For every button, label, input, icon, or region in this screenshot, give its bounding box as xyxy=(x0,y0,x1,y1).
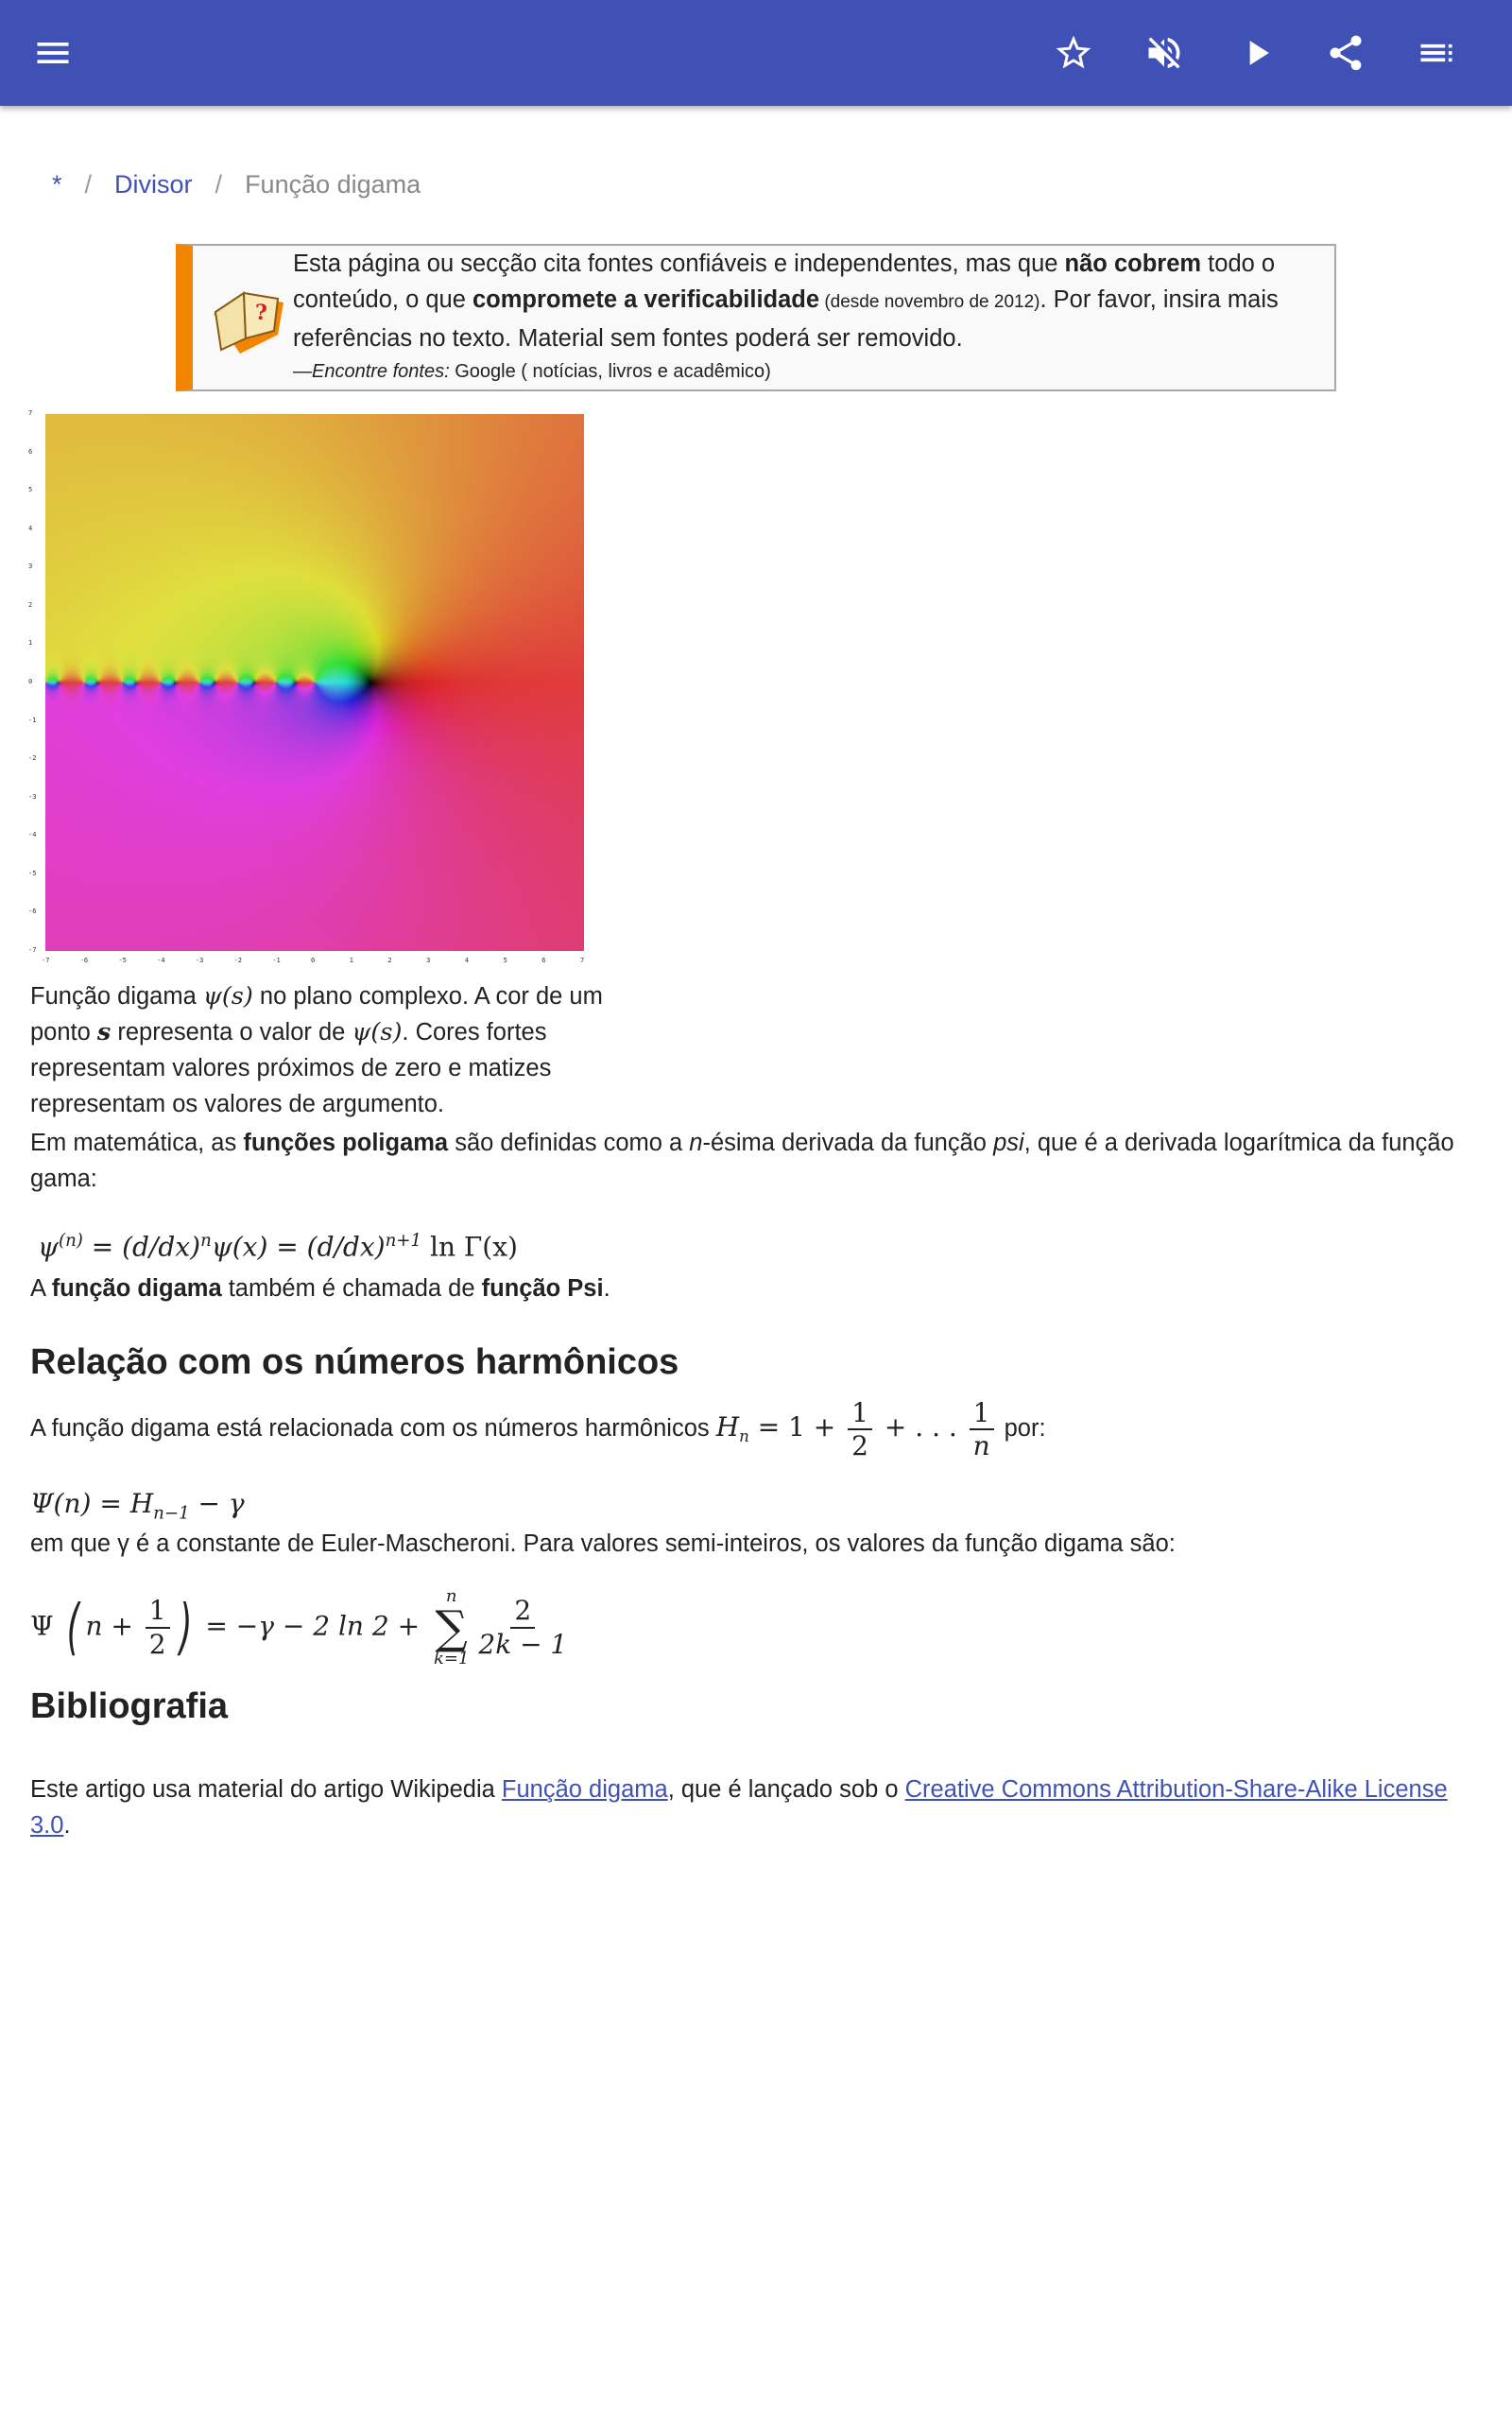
caption-text: Função digama xyxy=(30,983,203,1010)
y-tick-label: 0 xyxy=(28,678,33,685)
breadcrumb xyxy=(52,170,421,199)
summation xyxy=(434,1588,469,1668)
intro-paragraph xyxy=(30,1125,1486,1197)
math: ψ xyxy=(38,1231,59,1263)
x-tick-label: -1 xyxy=(272,957,281,964)
book-question-icon xyxy=(208,282,289,357)
figure-caption xyxy=(30,978,616,1122)
x-tick-label: -3 xyxy=(195,957,204,964)
numerator: 1 xyxy=(146,1595,170,1629)
y-tick-label: -5 xyxy=(28,869,37,877)
numerator: 2 xyxy=(510,1595,535,1629)
sum-lower: k=1 xyxy=(433,1649,470,1668)
italic-term: psi xyxy=(993,1130,1024,1156)
notice-text xyxy=(293,246,1332,387)
math: Ψ xyxy=(30,1610,54,1642)
breadcrumb-separator: / xyxy=(84,170,93,199)
caption-text: representa o valor de xyxy=(111,1019,352,1046)
text: . xyxy=(603,1275,610,1302)
notice-bold: não cobrem xyxy=(1064,251,1202,277)
x-tick-label: -6 xyxy=(79,957,89,964)
svg-text:?: ? xyxy=(255,301,267,325)
notice-text-part: . Por favor, insira mais referências no texto. Material sem fontes poderá ser removido. xyxy=(293,286,1279,352)
numerator: 1 xyxy=(848,1397,872,1431)
x-tick-label: 5 xyxy=(503,957,507,964)
x-tick-label: -2 xyxy=(233,957,242,964)
app-bar xyxy=(0,0,1512,106)
dash: — xyxy=(293,361,312,382)
notice-text-part: Esta página ou secção cita fontes confiáveis e independentes, mas que xyxy=(293,251,1065,277)
fraction xyxy=(848,1397,872,1462)
math: n + xyxy=(85,1610,142,1642)
math: Ψ(n) = H xyxy=(30,1488,154,1519)
breadcrumb-current: Função digama xyxy=(245,170,421,199)
paren: ( xyxy=(67,1593,80,1663)
find-sources xyxy=(293,356,1332,387)
text: . xyxy=(63,1812,71,1839)
menu-button[interactable] xyxy=(30,30,76,76)
y-tick-label: 7 xyxy=(28,409,33,417)
y-tick-label: -6 xyxy=(28,908,37,916)
math-sub: n−1 xyxy=(153,1503,190,1524)
sum-sign: ∑ xyxy=(435,1601,468,1654)
playlist-icon xyxy=(1416,32,1457,74)
x-tick-label: 4 xyxy=(464,957,470,964)
x-tick-label: 0 xyxy=(311,957,316,964)
breadcrumb-home[interactable]: * xyxy=(52,170,62,199)
text: A função digama está relacionada com os números harmônicos xyxy=(30,1415,716,1442)
harmonic-formula xyxy=(30,1488,245,1524)
denominator: 2 xyxy=(851,1430,868,1462)
y-tick-label: 1 xyxy=(28,639,33,648)
y-tick-label: 2 xyxy=(28,600,33,609)
wikipedia-article-link[interactable]: Função digama xyxy=(501,1776,668,1803)
y-tick-label: -1 xyxy=(28,716,37,724)
y-tick-label: 3 xyxy=(28,562,33,571)
y-tick-label: 4 xyxy=(28,524,33,532)
text: , que é a derivada logarítmica da função gama: xyxy=(30,1130,1454,1192)
y-tick-label: -3 xyxy=(28,792,37,801)
license-paragraph xyxy=(30,1772,1486,1843)
math: + . . . xyxy=(876,1411,966,1443)
y-tick-label: -4 xyxy=(28,831,37,839)
text: por: xyxy=(997,1415,1046,1442)
menu-icon xyxy=(32,32,74,74)
text: também é chamada de xyxy=(221,1275,482,1302)
x-tick-label: -5 xyxy=(118,957,127,964)
bold-term: funções poligama xyxy=(243,1130,449,1156)
x-tick-label: 6 xyxy=(541,957,546,964)
text: Em matemática, as xyxy=(30,1130,244,1156)
digamma-complex-plot[interactable] xyxy=(28,409,588,970)
caption-math: ψ(s) xyxy=(202,982,253,1011)
paren: ) xyxy=(179,1593,192,1663)
math: = (d/dx) xyxy=(82,1231,201,1263)
x-tick-label: 2 xyxy=(387,957,392,964)
section-heading-bibliography: Bibliografia xyxy=(30,1686,229,1726)
section-heading-harmonic: Relação com os números harmônicos xyxy=(30,1342,679,1382)
star-icon xyxy=(1053,32,1094,74)
euler-paragraph: em que γ é a constante de Euler-Mascheroni. Para valores semi-inteiros, os valores da função digama são: xyxy=(30,1530,1176,1557)
share-icon xyxy=(1325,32,1366,74)
x-tick-label: 1 xyxy=(349,957,353,964)
math-sup: (n) xyxy=(58,1231,83,1251)
math: ψ(x) = (d/dx) xyxy=(211,1231,386,1263)
notice-bold: compromete a verificabilidade xyxy=(472,286,820,313)
fraction xyxy=(146,1595,170,1660)
math: = −γ − 2 ln 2 + xyxy=(197,1610,428,1642)
half-integer-formula xyxy=(30,1588,571,1668)
fraction xyxy=(970,1397,994,1462)
caption-math: s xyxy=(96,1018,112,1046)
text: A xyxy=(30,1275,52,1302)
math: = 1 + xyxy=(748,1411,845,1443)
bold-term: função Psi xyxy=(481,1275,604,1302)
math: − γ xyxy=(189,1488,245,1519)
caption-text: . Cores fortes representam valores próximos de zero e matizes representam os valores de argumento. xyxy=(30,1019,552,1117)
breadcrumb-separator: / xyxy=(215,170,223,199)
domain-coloring-image xyxy=(45,414,584,951)
volume-off-icon xyxy=(1143,32,1185,74)
license-link[interactable]: Creative Commons Attribution-Share-Alike License 3.0 xyxy=(30,1776,1448,1839)
play-icon xyxy=(1236,32,1278,74)
bold-term: função digama xyxy=(51,1275,222,1302)
polygamma-formula xyxy=(38,1231,518,1262)
mute-button[interactable] xyxy=(1142,30,1187,76)
find-sources-links[interactable]: Google ( notícias, livros e acadêmico) xyxy=(449,361,771,382)
text: são definidas como a xyxy=(448,1130,690,1156)
harmonic-paragraph xyxy=(30,1388,1486,1477)
psi-paragraph xyxy=(30,1270,1486,1306)
text: Este artigo usa material do artigo Wikipedia xyxy=(30,1776,502,1803)
math-sup: n xyxy=(200,1231,212,1251)
math-sup: n+1 xyxy=(385,1231,422,1251)
denominator: n xyxy=(972,1430,990,1462)
find-sources-label: Encontre fontes: xyxy=(312,361,450,382)
x-tick-label: -7 xyxy=(42,957,50,964)
caption-text: no plano complexo. A cor de um ponto xyxy=(30,983,603,1046)
contents-button[interactable] xyxy=(1414,30,1459,76)
numerator: 1 xyxy=(970,1397,994,1431)
caption-math: ψ(s) xyxy=(352,1018,403,1046)
x-tick-label: 3 xyxy=(426,957,431,964)
italic-term: n xyxy=(689,1130,703,1156)
math: ln Γ(x) xyxy=(421,1231,518,1263)
bookmark-button[interactable] xyxy=(1051,30,1096,76)
denominator: 2k − 1 xyxy=(478,1629,568,1660)
notice-date: (desde novembro de 2012) xyxy=(819,292,1040,312)
y-tick-label: 6 xyxy=(28,447,33,456)
math: H xyxy=(715,1411,740,1443)
math-sub: n xyxy=(739,1427,749,1446)
breadcrumb-divisor[interactable]: Divisor xyxy=(114,170,193,199)
text: -ésima derivada da função xyxy=(702,1130,994,1156)
x-tick-label: 7 xyxy=(580,957,585,964)
text: , que é lançado sob o xyxy=(667,1776,905,1803)
y-tick-label: -7 xyxy=(28,946,37,954)
y-tick-label: -2 xyxy=(28,754,37,763)
y-tick-label: 5 xyxy=(28,486,33,494)
notice-text-part: todo o conteúdo, o que xyxy=(293,251,1276,313)
citation-notice xyxy=(176,244,1336,391)
x-tick-label: -4 xyxy=(157,957,165,964)
fraction xyxy=(478,1595,567,1660)
play-button[interactable] xyxy=(1234,30,1280,76)
share-button[interactable] xyxy=(1323,30,1368,76)
denominator: 2 xyxy=(148,1629,166,1660)
sum-upper: n xyxy=(445,1586,457,1606)
